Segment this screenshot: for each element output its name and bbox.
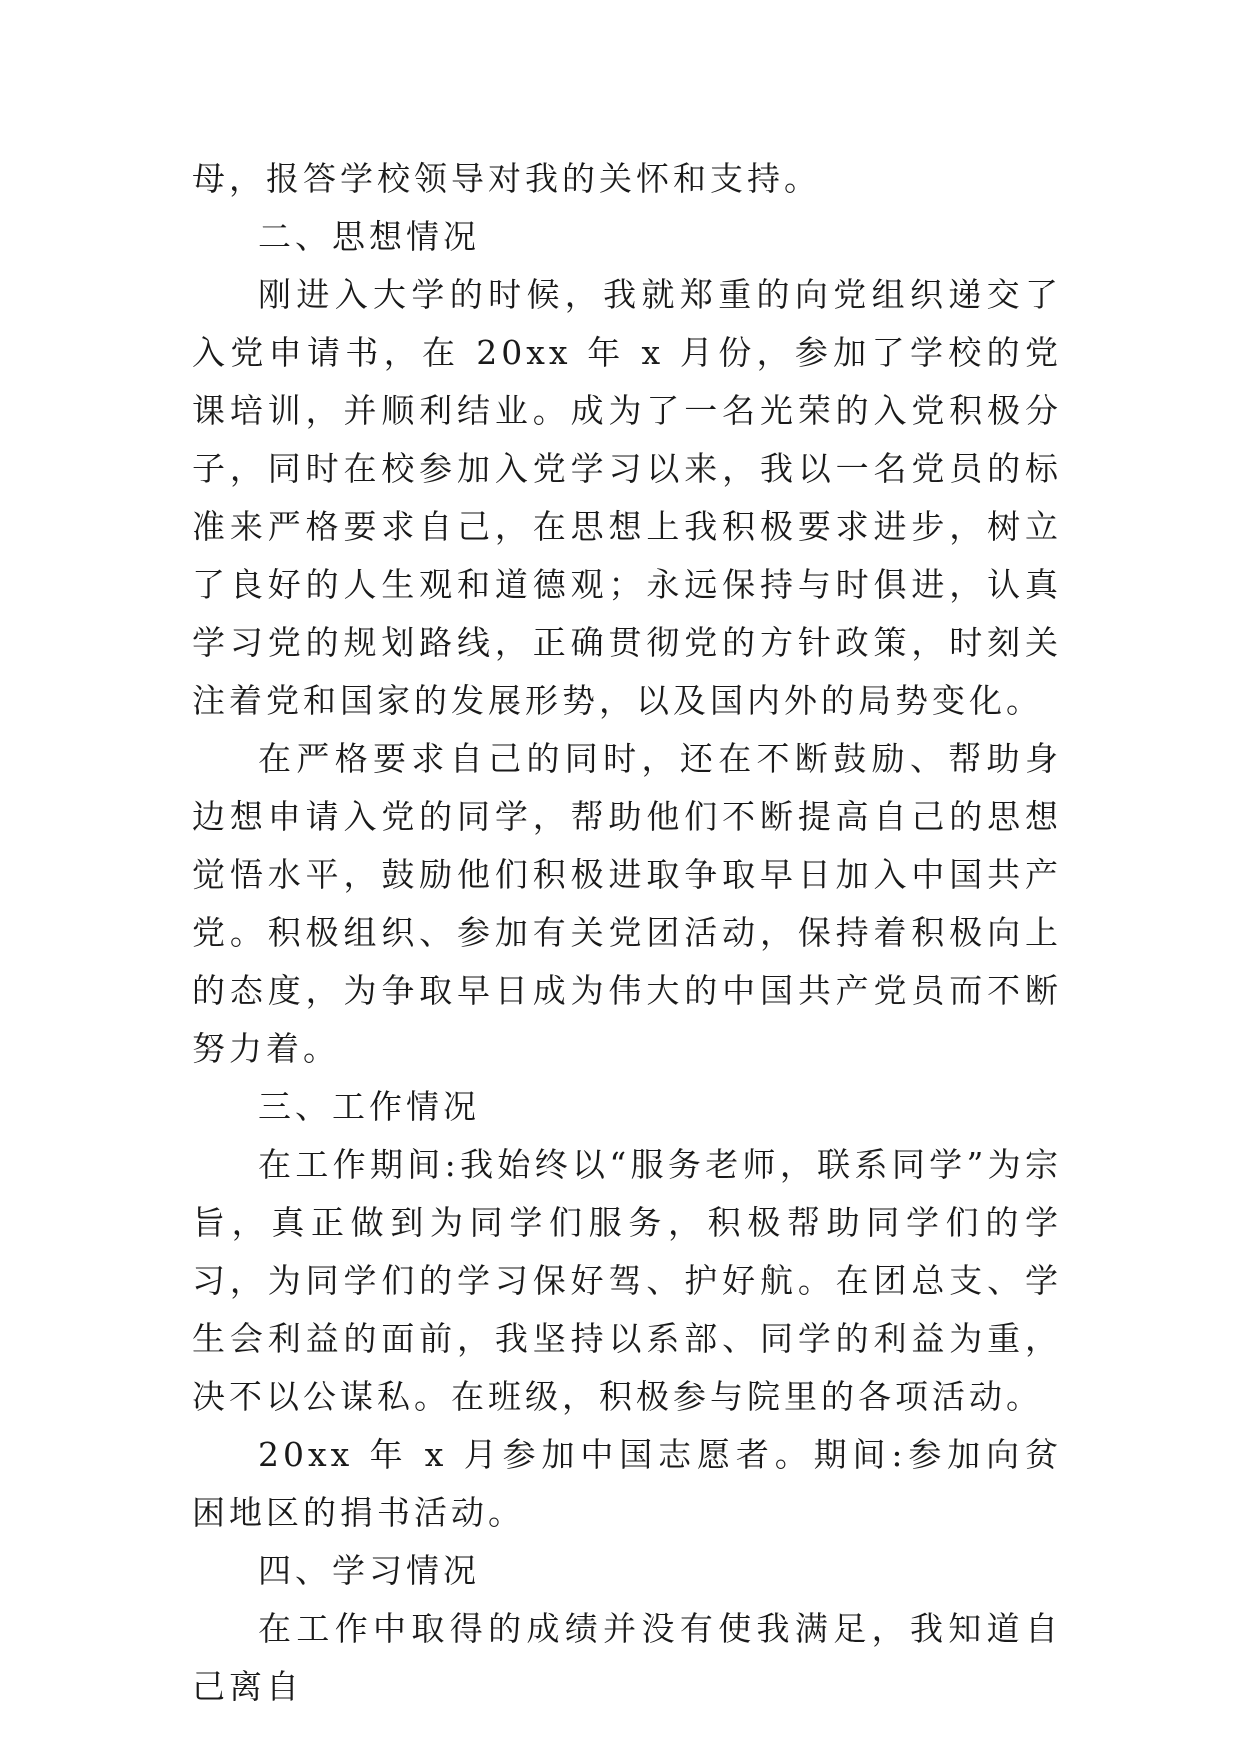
section-heading-thought: 二、思想情况 (258, 217, 480, 256)
paragraph-study: 在工作中取得的成绩并没有使我满足，我知道自己离自 (192, 1609, 1062, 1706)
section-heading-work: 三、工作情况 (258, 1087, 480, 1126)
paragraph-work-period: 在工作期间:我始终以“服务老师，联系同学”为宗旨，真正做到为同学们服务，积极帮助同学们的学习，为同学们的学习保好驾、护好航。在团总支、学生会利益的面前，我坚持以系部、同学的利益为重，决不以公谋私。在班级，积极参与院里的各项活动。 (192, 1145, 1062, 1416)
document-body (192, 150, 1062, 1716)
continuation-paragraph: 母，报答学校领导对我的关怀和支持。 (192, 159, 821, 198)
section-heading-study: 四、学习情况 (258, 1551, 480, 1590)
paragraph-helping-classmates: 在严格要求自己的同时，还在不断鼓励、帮助身边想申请入党的同学，帮助他们不断提高自己的思想觉悟水平，鼓励他们积极进取争取早日加入中国共产党。积极组织、参加有关党团活动，保持着积极向上的态度，为争取早日成为伟大的中国共产党员而不断努力着。 (192, 739, 1062, 1068)
paragraph-volunteer: 20xx 年 x 月参加中国志愿者。期间:参加向贫困地区的捐书活动。 (192, 1435, 1062, 1532)
paragraph-party-application: 刚进入大学的时候，我就郑重的向党组织递交了入党申请书，在 20xx 年 x 月份，参加了学校的党课培训，并顺利结业。成为了一名光荣的入党积极分子，同时在校参加入党学习以来，我以一名党员的标准来严格要求自己，在思想上我积极要求进步，树立了良好的人生观和道德观；永远保持与时俱进，认真学习党的规划路线，正确贯彻党的方针政策，时刻关注着党和国家的发展形势，以及国内外的局势变化。 (192, 275, 1062, 720)
